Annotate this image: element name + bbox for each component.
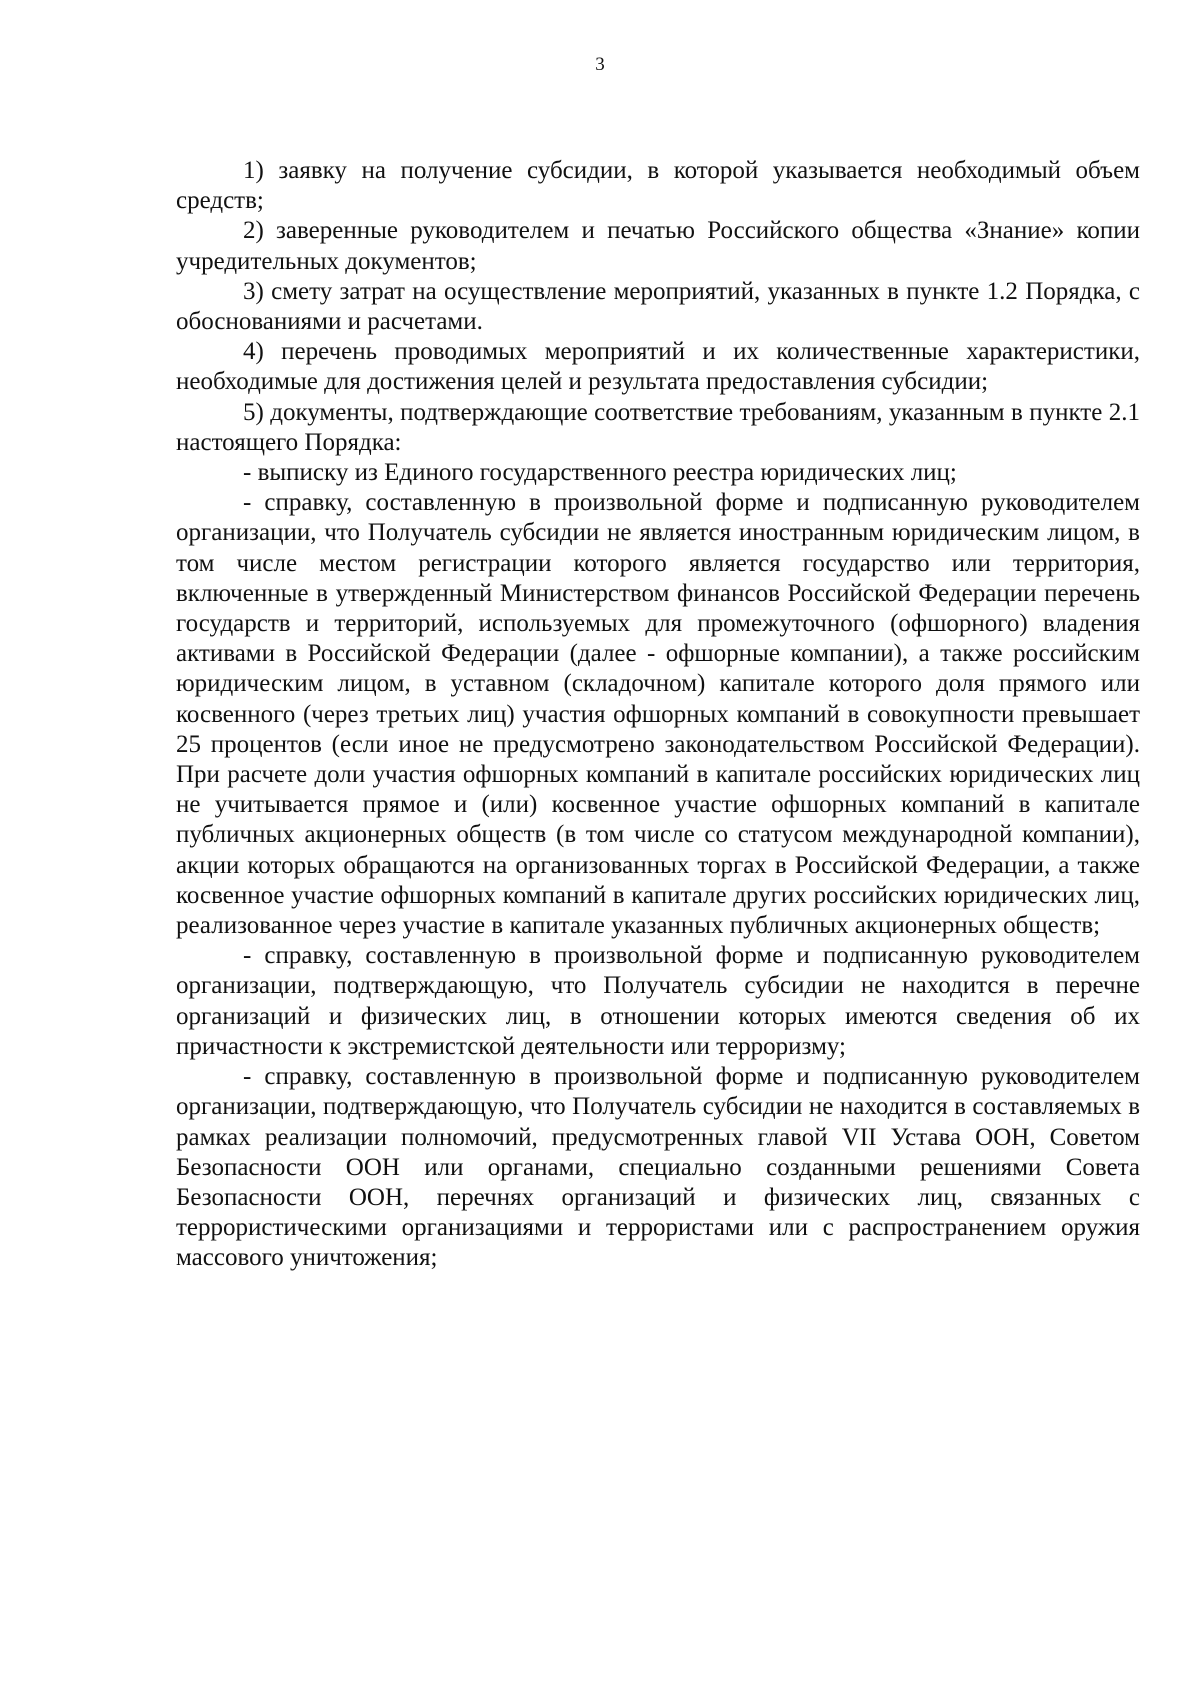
document-body bbox=[176, 156, 1140, 1274]
paragraph-item-3: 3) смету затрат на осуществление мероприятий, указанных в пункте 1.2 Порядка, с обоснованиями и расчетами. bbox=[176, 277, 1140, 336]
paragraph-extract-egrul: - выписку из Единого государственного реестра юридических лиц; bbox=[243, 459, 957, 487]
paragraph-offshore-certificate: - справку, составленную в произвольной форме и подписанную руководителем организации, что Получатель субсидии не является иностранным юридическим лицом, в том числе местом регистрации которого является государство или территория, включенные в утвержденный Министерством финансов Российской Федерации перечень государств и территорий, используемых для промежуточного (офшорного) владения активами в Российской Федерации (далее - офшорные компании), а также российским юридическим лицом, в уставном (складочном) капитале которого доля прямого или косвенного (через третьих лиц) участия офшорных компаний в совокупности превышает 25 процентов (если иное не предусмотрено законодательством Российской Федерации). При расчете доли участия офшорных компаний в капитале российских юридических лиц не учитывается прямое и (или) косвенное участие офшорных компаний в капитале публичных акционерных обществ (в том числе со статусом международной компании), акции которых обращаются на организованных торгах в Российской Федерации, а также косвенное участие офшорных компаний в капитале других российских юридических лиц, реализованное через участие в капитале указанных публичных акционерных обществ; bbox=[176, 489, 1140, 940]
paragraph-item-4: 4) перечень проводимых мероприятий и их количественные характеристики, необходимые для достижения целей и результата предоставления субсидии; bbox=[176, 338, 1140, 396]
paragraph-item-5: 5) документы, подтверждающие соответствие требованиям, указанным в пункте 2.1 настоящего Порядка: bbox=[176, 398, 1140, 456]
paragraph-extremism-certificate: - справку, составленную в произвольной форме и подписанную руководителем организации, подтверждающую, что Получатель субсидии не находится в перечне организаций и физических лиц, в отношении которых имеются сведения об их причастности к экстремистской деятельности или терроризму; bbox=[176, 942, 1140, 1060]
paragraph-item-2: 2) заверенные руководителем и печатью Российского общества «Знание» копии учредительных документов; bbox=[176, 217, 1140, 275]
page-number: 3 bbox=[595, 54, 605, 75]
paragraph-item-1: 1) заявку на получение субсидии, в которой указывается необходимый объем средств; bbox=[176, 157, 1140, 215]
paragraph-un-sanctions-certificate: - справку, составленную в произвольной форме и подписанную руководителем организации, подтверждающую, что Получатель субсидии не находится в составляемых в рамках реализации полномочий, предусмотренных главой VII Устава ООН, Советом Безопасности ООН или органами, специально созданными решениями Совета Безопасности ООН, перечнях организаций и физических лиц, связанных с террористическими организациями и террористами или с распространением оружия массового уничтожения; bbox=[176, 1063, 1140, 1272]
